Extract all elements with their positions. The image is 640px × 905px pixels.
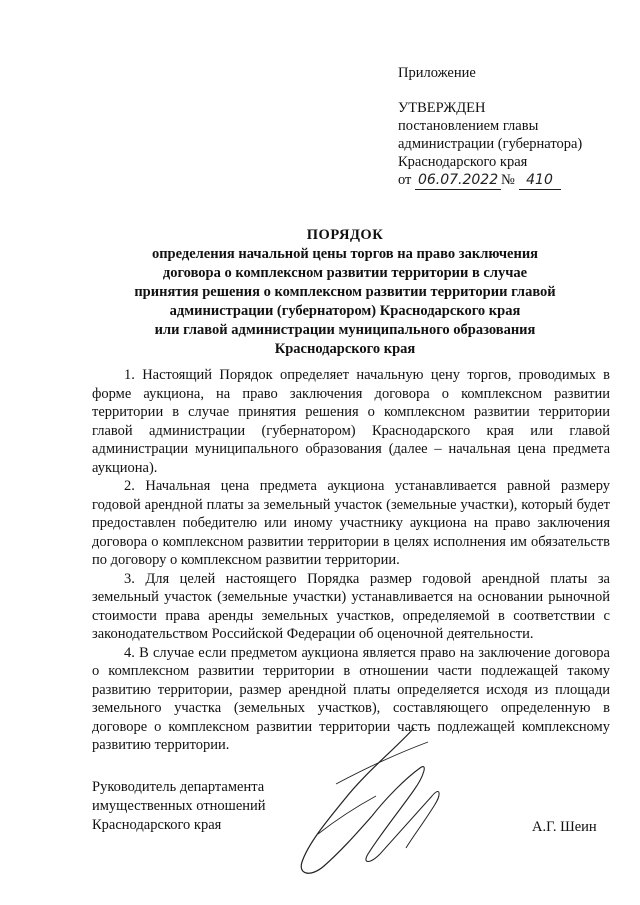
document-body [92,366,610,755]
title-line: договора о комплексном развитии территории в случае [162,265,528,281]
signatory-name: А.Г. Шеин [532,819,597,835]
position-line: Краснодарского края [92,817,222,833]
paragraph-4: 4. В случае если предметом аукциона является право на заключение договора о комплексном развитии территории в отношении части подлежащей такому развитию территории, размер арендной платы определяется исходя из площади земельного участка (земельных участков), составляющего определенную в договоре о комплексном развитии территории часть подлежащей комплексному развитию территории. [92,644,610,753]
approval-date-line [398,171,628,190]
title-line: Краснодарского края [274,341,416,357]
title-line: определения начальной цены торгов на право заключения [151,246,539,262]
position-line: имущественных отношений [92,798,266,814]
title-line: администрации (губернатором) Краснодарского края [169,303,521,319]
paragraph-1: 1. Настоящий Порядок определяет начальную цену торгов, проводимых в форме аукциона, на право заключения договора о комплексном развитии территории в случае принятия решения о комплексном развитии территории главой администрации (губернатором) Краснодарского края или главой администрации муниципального образования (далее – начальная цена предмета аукциона). [92,367,610,476]
title-line: принятия решения о комплексном развитии территории главой [134,284,556,300]
signatory-position [92,778,332,835]
approval-date: 06.07.2022 [415,171,501,190]
approved-label: УТВЕРЖДЕН [398,100,486,116]
position-line: Руководитель департамента [92,779,265,795]
paragraph-3: 3. Для целей настоящего Порядка размер годовой арендной платы за земельный участок (земельные участки) устанавливается на основании рыночной стоимости права аренды земельных участков, определяемой в соответствии с законодательством Российской Федерации об оценочной деятельности. [92,570,610,642]
approval-number: 410 [519,171,561,190]
title-line: или главой администрации муниципального образования [154,322,536,338]
approval-block [398,64,628,190]
number-sign: № [501,172,515,188]
approval-line: постановлением главы [398,118,539,134]
document-title [80,226,610,359]
date-prefix: от [398,172,412,188]
approval-line: Краснодарского края [398,154,528,170]
appendix-label: Приложение [398,65,476,81]
title-main: ПОРЯДОК [306,227,384,243]
paragraph-2: 2. Начальная цена предмета аукциона устанавливается равной размеру годовой арендной платы за земельный участок (земельные участки), который будет предоставлен победителю или иному участнику аукциона на право заключения договора о комплексном развитии территории в целях исполнения им обязательств по договору о комплексном развитии территории. [92,478,610,568]
approval-line: администрации (губернатора) [398,136,583,152]
